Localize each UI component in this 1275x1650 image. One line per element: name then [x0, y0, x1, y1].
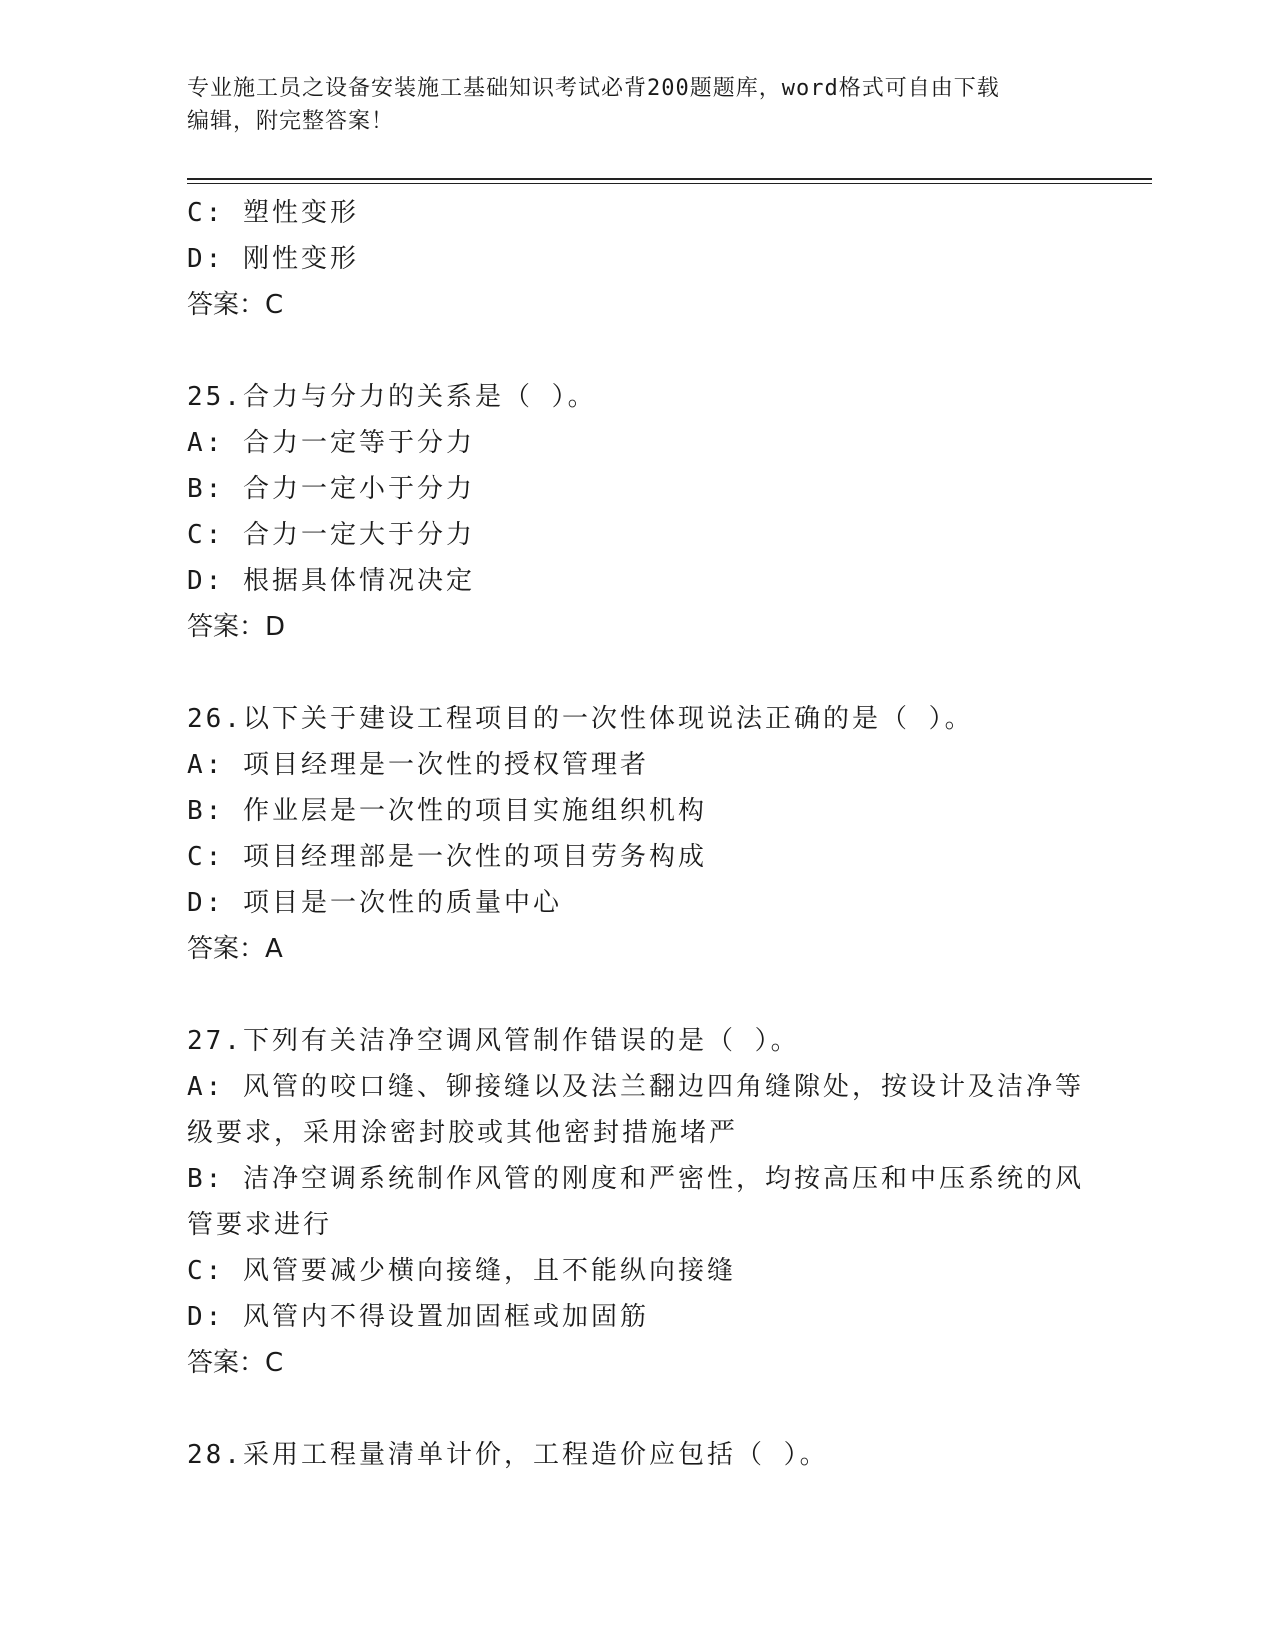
question-27-block: [187, 1018, 1087, 1386]
header-title-line1: 专业施工员之设备安装施工基础知识考试必背200题题库，word格式可自由下载: [187, 76, 1000, 101]
option-a: A: 项目经理是一次性的授权管理者: [187, 750, 649, 780]
option-c: C: 项目经理部是一次性的项目劳务构成: [187, 842, 707, 872]
option-c: C: 塑性变形: [187, 198, 359, 228]
question-24-block: [187, 190, 1087, 328]
question-text: 28.采用工程量清单计价，工程造价应包括（ ）。: [187, 1440, 829, 1470]
spacer: [187, 1386, 1087, 1432]
document-header: [187, 72, 1087, 138]
spacer: [187, 328, 1087, 374]
option-c: C: 风管要减少横向接缝，且不能纵向接缝: [187, 1256, 736, 1286]
option-c: C: 合力一定大于分力: [187, 520, 475, 550]
question-text: 27.下列有关洁净空调风管制作错误的是（ ）。: [187, 1026, 800, 1056]
header-divider-thick: [187, 178, 1152, 180]
answer-line: 答案：C: [187, 290, 284, 320]
answer-line: 答案：D: [187, 612, 286, 642]
question-26-block: [187, 696, 1087, 972]
option-a: A: 合力一定等于分力: [187, 428, 475, 458]
header-divider-thin: [187, 183, 1152, 184]
answer-line: 答案：A: [187, 934, 283, 964]
question-text: 26.以下关于建设工程项目的一次性体现说法正确的是（ ）。: [187, 704, 974, 734]
question-list: [187, 190, 1087, 1478]
spacer: [187, 650, 1087, 696]
option-d: D: 项目是一次性的质量中心: [187, 888, 562, 918]
option-b-line1: B: 洁净空调系统制作风管的刚度和严密性，均按高压和中压系统的风: [187, 1164, 1084, 1194]
question-25-block: [187, 374, 1087, 650]
option-b: B: 作业层是一次性的项目实施组织机构: [187, 796, 707, 826]
option-d: D: 刚性变形: [187, 244, 359, 274]
option-d: D: 风管内不得设置加固框或加固筋: [187, 1302, 649, 1332]
option-d: D: 根据具体情况决定: [187, 566, 475, 596]
header-title-line2: 编辑，附完整答案！: [187, 109, 395, 134]
option-b: B: 合力一定小于分力: [187, 474, 475, 504]
answer-line: 答案：C: [187, 1348, 284, 1378]
question-28-block: [187, 1432, 1087, 1478]
option-b-line2: 管要求进行: [187, 1210, 333, 1240]
option-a-line2: 级要求，采用涂密封胶或其他密封措施堵严: [187, 1118, 739, 1148]
option-a-line1: A: 风管的咬口缝、铆接缝以及法兰翻边四角缝隙处，按设计及洁净等: [187, 1072, 1084, 1102]
spacer: [187, 972, 1087, 1018]
question-text: 25.合力与分力的关系是（ ）。: [187, 382, 597, 412]
